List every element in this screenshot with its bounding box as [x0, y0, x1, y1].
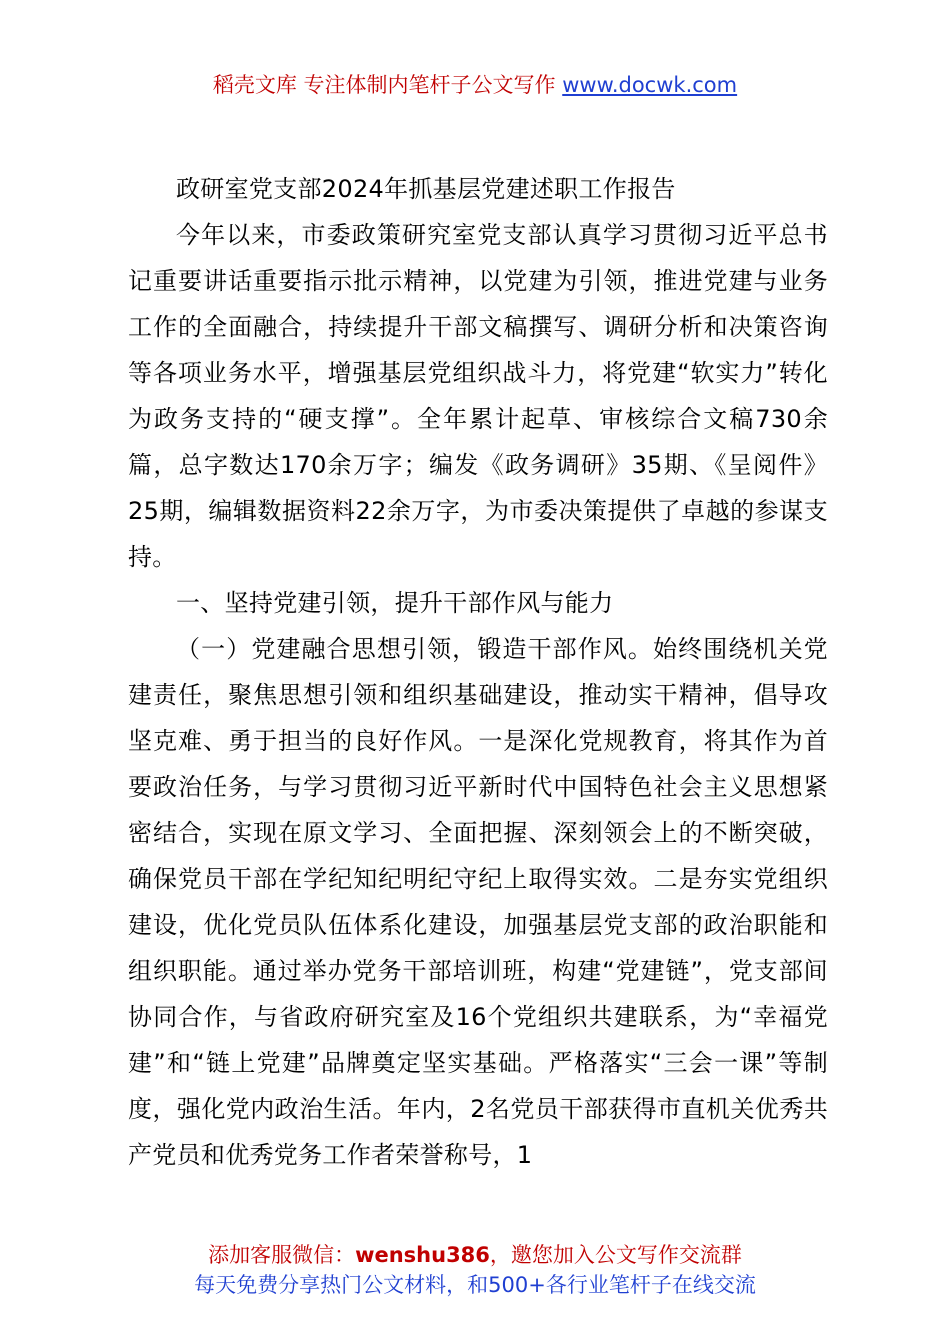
- site-footer: [0, 1240, 950, 1300]
- paragraph-intro: 今年以来，市委政策研究室党支部认真学习贯彻习近平总书记重要讲话重要指示批示精神，以党建为引领，推进党建与业务工作的全面融合，持续提升干部文稿撰写、调研分析和决策咨询等各项业务水平，增强基层党组织战斗力，将党建“软实力”转化为政务支持的“硬支撑”。全年累计起草、审核综合文稿730余篇，总字数达170余万字；编发《政务调研》35期、《呈阅件》25期，编辑数据资料22余万字，为市委决策提供了卓越的参谋支持。: [128, 221, 828, 571]
- section-heading-1: 一、坚持党建引领，提升干部作风与能力: [176, 589, 614, 617]
- document-body: [128, 166, 828, 1178]
- header-slogan: 稻壳文库 专注体制内笔杆子公文写作: [212, 73, 563, 97]
- document-title: 政研室党支部2024年抓基层党建述职工作报告: [176, 175, 676, 203]
- footer-contact-suffix: ，邀您加入公文写作交流群: [489, 1243, 742, 1267]
- site-header: [0, 70, 950, 100]
- footer-promo-line: 每天免费分享热门公文材料，和500+各行业笔杆子在线交流: [194, 1273, 756, 1297]
- paragraph-section-1-1: （一）党建融合思想引领，锻造干部作风。始终围绕机关党建责任，聚焦思想引领和组织基础建设，推动实干精神，倡导攻坚克难、勇于担当的良好作风。一是深化党规教育，将其作为首要政治任务，与学习贯彻习近平新时代中国特色社会主义思想紧密结合，实现在原文学习、全面把握、深刻领会上的不断突破，确保党员干部在学纪知纪明纪守纪上取得实效。二是夯实党组织建设，优化党员队伍体系化建设，加强基层党支部的政治职能和组织职能。通过举办党务干部培训班，构建“党建链”，党支部间协同合作，与省政府研究室及16个党组织共建联系，为“幸福党建”和“链上党建”品牌奠定坚实基础。严格落实“三会一课”等制度，强化党内政治生活。年内，2名党员干部获得市直机关优秀共产党员和优秀党务工作者荣誉称号，1: [128, 635, 828, 1169]
- footer-contact-line: [0, 1240, 950, 1270]
- footer-contact-prefix: 添加客服微信：: [208, 1243, 356, 1267]
- wechat-id: wenshu386: [355, 1243, 490, 1267]
- site-link[interactable]: www.docwk.com: [562, 73, 738, 97]
